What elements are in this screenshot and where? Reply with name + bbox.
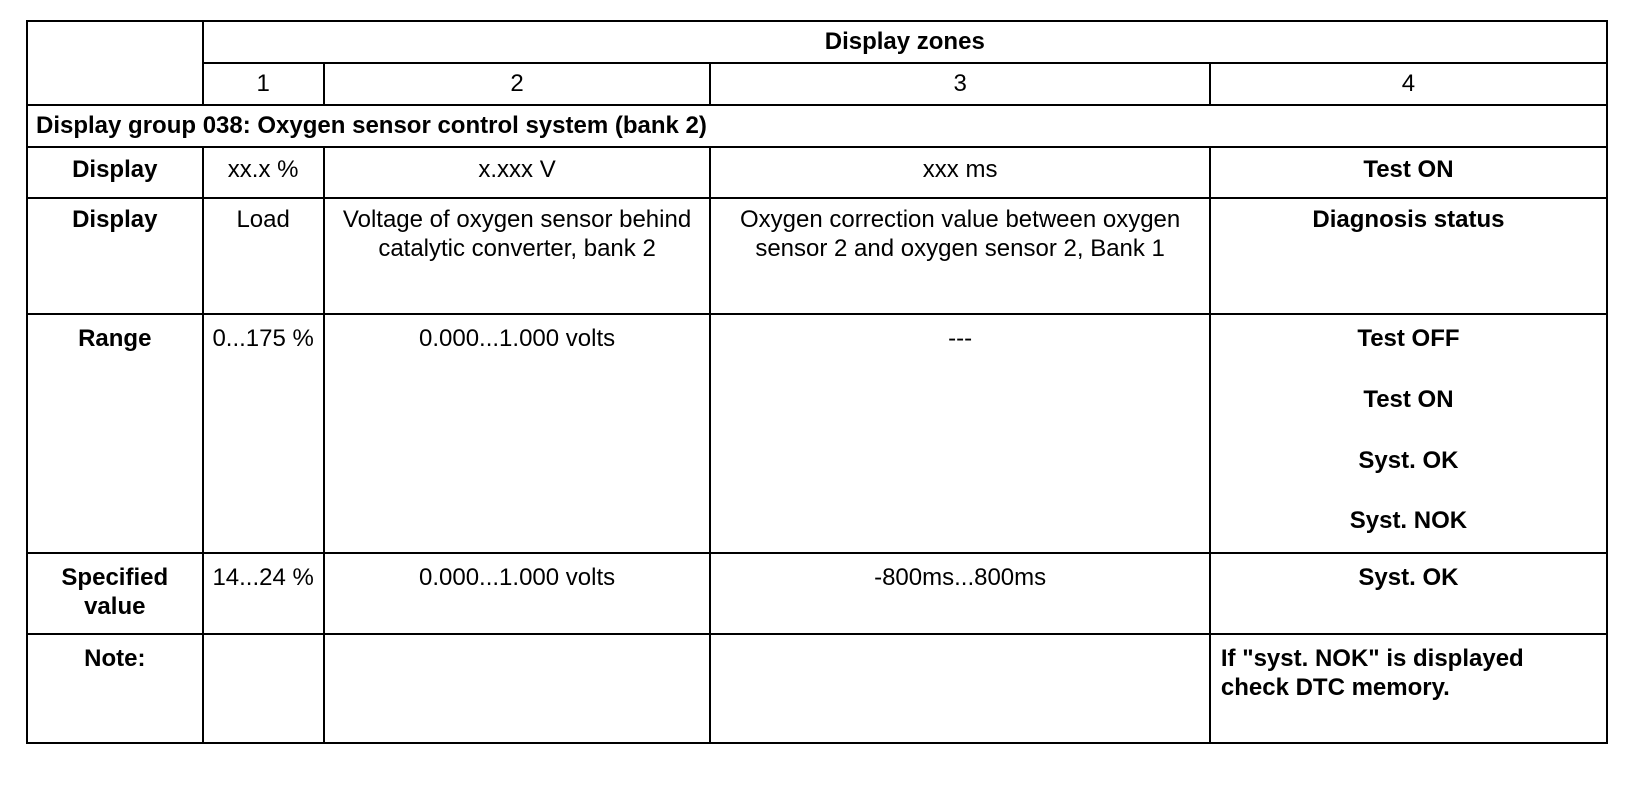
range-status-item: Syst. NOK xyxy=(1349,507,1468,535)
cell-zone-2: 0.000...1.000 volts xyxy=(324,314,711,553)
cell-zone-3: --- xyxy=(710,314,1209,553)
cell-zone-3: -800ms...800ms xyxy=(710,553,1209,634)
range-status-list xyxy=(1219,325,1598,536)
cell-zone-4: Syst. OK xyxy=(1210,553,1607,634)
cell-zone-3 xyxy=(710,634,1209,743)
range-status-item: Test OFF xyxy=(1357,325,1460,352)
table-row xyxy=(27,198,1607,314)
zone-4-header: 4 xyxy=(1210,63,1607,105)
cell-zone-2 xyxy=(324,634,711,743)
table-row xyxy=(27,553,1607,634)
range-status-item: Test ON xyxy=(1363,385,1454,413)
cell-zone-4: Test ON xyxy=(1210,147,1607,198)
table-row xyxy=(27,147,1607,198)
zone-1-header: 1 xyxy=(203,63,324,105)
display-zones-header: Display zones xyxy=(203,21,1607,63)
cell-zone-2: x.xxx V xyxy=(324,147,711,198)
corner-cell xyxy=(27,21,203,105)
group-title-row xyxy=(27,105,1607,147)
zone-2-header: 2 xyxy=(324,63,711,105)
row-label-display: Display xyxy=(27,198,203,314)
row-label-range: Range xyxy=(27,314,203,553)
range-status-item: Syst. OK xyxy=(1358,446,1459,474)
cell-zone-3: xxx ms xyxy=(710,147,1209,198)
cell-zone-1: xx.x % xyxy=(203,147,324,198)
cell-zone-4: If "syst. NOK" is displayed check DTC memory. xyxy=(1210,634,1607,743)
zone-3-header: 3 xyxy=(710,63,1209,105)
cell-zone-1 xyxy=(203,634,324,743)
cell-zone-2: 0.000...1.000 volts xyxy=(324,553,711,634)
cell-zone-2: Voltage of oxygen sensor behind catalytic converter, bank 2 xyxy=(324,198,711,314)
zone-numbers-row xyxy=(27,63,1607,105)
cell-zone-3: Oxygen correction value between oxygen sensor 2 and oxygen sensor 2, Bank 1 xyxy=(710,198,1209,314)
cell-zone-4: Diagnosis status xyxy=(1210,198,1607,314)
row-label-note: Note: xyxy=(27,634,203,743)
display-group-table xyxy=(26,20,1608,744)
row-label-specified-value: Specified value xyxy=(27,553,203,634)
table-row xyxy=(27,634,1607,743)
cell-zone-1: 14...24 % xyxy=(203,553,324,634)
display-group-title: Display group 038: Oxygen sensor control system (bank 2) xyxy=(27,105,1607,147)
cell-zone-4 xyxy=(1210,314,1607,553)
cell-zone-1: 0...175 % xyxy=(203,314,324,553)
table-header-row xyxy=(27,21,1607,63)
row-label-display: Display xyxy=(27,147,203,198)
cell-zone-1: Load xyxy=(203,198,324,314)
table-row xyxy=(27,314,1607,553)
